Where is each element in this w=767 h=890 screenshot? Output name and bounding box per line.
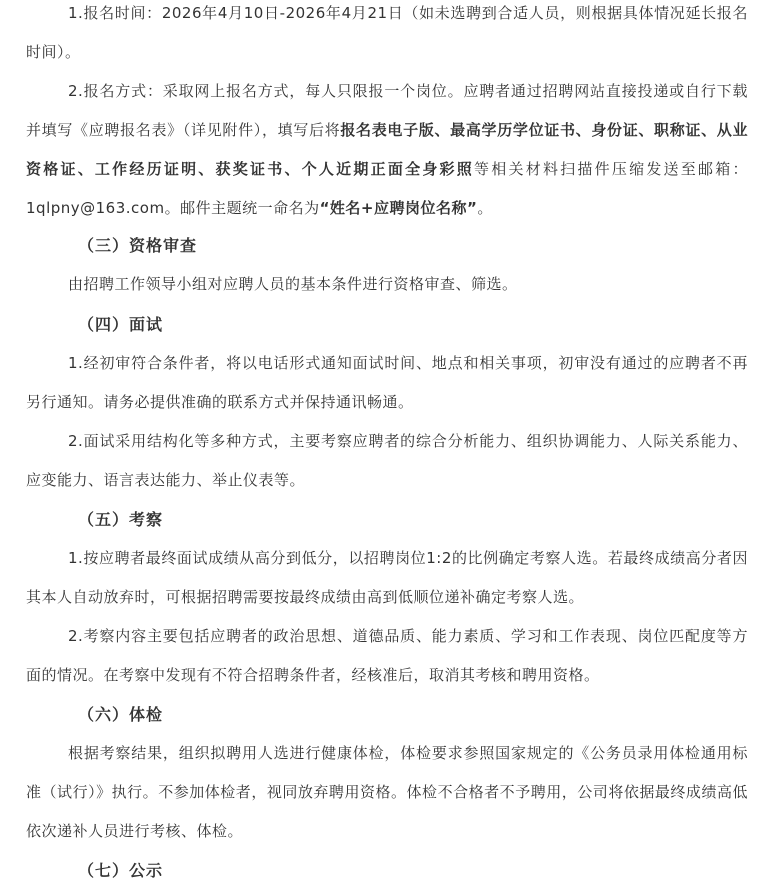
email-subject-format-bold: “姓名+应聘岗位名称” (319, 199, 478, 217)
required-materials-bold: 报名表电子版、最高学历学位证书、身份证、职称证、从业资格证、工作经历证明、获奖证书、个人近期正面全身彩照 (26, 121, 748, 178)
inspection-content-paragraph: 2.考察内容主要包括应聘者的政治思想、道德品质、能力素质、学习和工作表现、岗位匹配度等方面的情况。在考察中发现有不符合招聘条件者，经核准后，取消其考核和聘用资格。 (26, 627, 748, 684)
registration-method-text-3: 。 (477, 199, 493, 217)
section-heading-qualification-review: （三）资格审查 (78, 236, 198, 255)
registration-method-paragraph (26, 72, 748, 228)
qualification-review-paragraph: 由招聘工作领导小组对应聘人员的基本条件进行资格审查、筛选。 (68, 275, 518, 293)
section-heading-physical-exam: （六）体检 (78, 705, 164, 724)
inspection-selection-paragraph: 1.按应聘者最终面试成绩从高分到低分，以招聘岗位1:2的比例确定考察人选。若最终成绩高分者因其本人自动放弃时，可根据招聘需要按最终成绩由高到低顺位递补确定考察人选。 (26, 549, 748, 606)
physical-exam-paragraph: 根据考察结果，组织拟聘用人选进行健康体检，体检要求参照国家规定的《公务员录用体检通用标准（试行）》执行。不参加体检者，视同放弃聘用资格。体检不合格者不予聘用，公司将依据最终成绩高低依次递补人员进行考核、体检。 (26, 744, 748, 840)
registration-method-text-1: 2.报名方式：采取网上报名方式，每人只限报一个岗位。应聘者通过招聘网站直接投递或自行下载并填写《应聘报名表》（详见附件），填写后将 (26, 82, 748, 139)
registration-time-paragraph: 1.报名时间：2026年4月10日-2026年4月21日（如未选聘到合适人员，则根据具体情况延长报名时间）。 (26, 4, 748, 61)
interview-notification-paragraph: 1.经初审符合条件者，将以电话形式通知面试时间、地点和相关事项，初审没有通过的应聘者不再另行通知。请务必提供准确的联系方式并保持通讯畅通。 (26, 354, 748, 411)
section-heading-inspection: （五）考察 (78, 510, 164, 529)
interview-method-paragraph: 2.面试采用结构化等多种方式，主要考察应聘者的综合分析能力、组织协调能力、人际关系能力、应变能力、语言表达能力、举止仪表等。 (26, 432, 748, 489)
section-heading-interview: （四）面试 (78, 315, 164, 334)
registration-method-text-2: 等相关材料扫描件压缩发送至邮箱：1qlpny@163.com。邮件主题统一命名为 (26, 160, 748, 217)
section-heading-publicity: （七）公示 (78, 861, 164, 880)
